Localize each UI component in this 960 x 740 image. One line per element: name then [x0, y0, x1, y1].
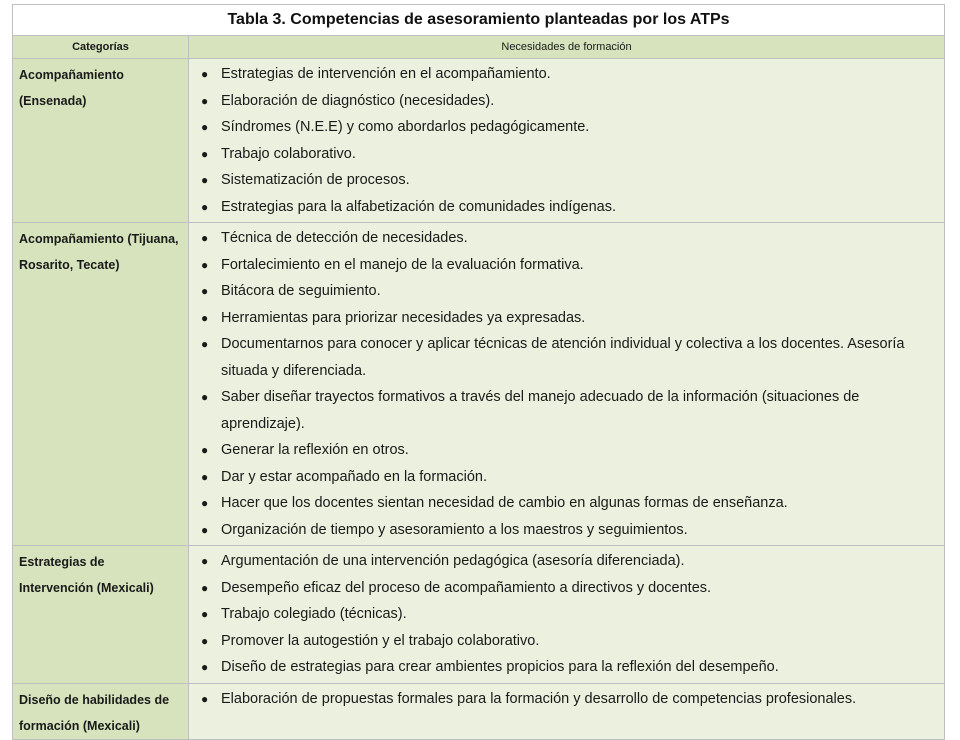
list-item: [199, 331, 936, 384]
category-cell: Diseño de habilidades de formación (Mexicali): [13, 683, 189, 739]
bullet-icon: ●: [201, 67, 209, 81]
needs-list: [199, 686, 936, 713]
list-item: [199, 61, 936, 88]
bullet-icon: ●: [201, 93, 209, 108]
table-title-row: [13, 5, 945, 36]
need-text: Documentarnos para conocer y aplicar técnicas de atención individual y colectiva a los docentes. Asesoría situada y diferenciada.: [221, 336, 905, 379]
need-text: Trabajo colegiado (técnicas).: [221, 606, 407, 622]
needs-cell: [189, 546, 945, 684]
need-text: Hacer que los docentes sientan necesidad de cambio en algunas formas de enseñanza.: [221, 495, 788, 511]
bullet-icon: ●: [201, 607, 209, 621]
bullet-icon: ●: [201, 173, 209, 187]
list-item: [199, 167, 936, 194]
list-item: [199, 686, 936, 713]
column-header-needs: Necesidades de formación: [189, 36, 945, 59]
bullet-icon: ●: [201, 443, 209, 457]
need-text: Técnica de detección de necesidades.: [221, 230, 468, 246]
need-text: Dar y estar acompañado en la formación.: [221, 468, 487, 485]
needs-cell: [189, 223, 945, 546]
need-text: Sistematización de procesos.: [221, 172, 410, 188]
table-row: [13, 59, 945, 223]
bullet-icon: ●: [201, 284, 209, 298]
list-item: [199, 88, 936, 115]
bullet-icon: ●: [201, 496, 209, 510]
bullet-icon: ●: [201, 469, 209, 484]
need-text: Promover la autogestión y el trabajo colaborativo.: [221, 632, 540, 649]
list-item: [199, 141, 936, 168]
category-cell: Acompañamiento (Ensenada): [13, 59, 189, 223]
list-item: [199, 437, 936, 464]
list-item: [199, 114, 936, 141]
need-text: Bitácora de seguimiento.: [221, 283, 381, 299]
list-item: [199, 464, 936, 491]
bullet-icon: ●: [201, 231, 209, 245]
bullet-icon: ●: [201, 633, 209, 648]
list-item: [199, 575, 936, 602]
bullet-icon: ●: [201, 120, 209, 134]
need-text: Generar la reflexión en otros.: [221, 442, 409, 458]
list-item: [199, 548, 936, 575]
needs-cell: [189, 59, 945, 223]
list-item: [199, 628, 936, 655]
bullet-icon: ●: [201, 660, 209, 674]
category-cell: Estrategias de Intervención (Mexicali): [13, 546, 189, 684]
need-text: Saber diseñar trayectos formativos a través del manejo adecuado de la información (situaciones de aprendizaje).: [221, 389, 860, 432]
need-text: Diseño de estrategias para crear ambientes propicios para la reflexión del desempeño.: [221, 659, 779, 675]
list-item: [199, 194, 936, 221]
needs-list: [199, 225, 936, 543]
needs-cell: [189, 683, 945, 739]
table-row: [13, 223, 945, 546]
list-item: [199, 278, 936, 305]
table-row: [13, 683, 945, 739]
need-text: Elaboración de propuestas formales para la formación y desarrollo de competencias profesionales.: [221, 690, 857, 707]
needs-list: [199, 61, 936, 220]
list-item: [199, 490, 936, 517]
bullet-icon: ●: [201, 691, 209, 706]
bullet-icon: ●: [201, 257, 209, 272]
need-text: Desempeño eficaz del proceso de acompañamiento a directivos y docentes.: [221, 579, 712, 596]
list-item: [199, 384, 936, 437]
need-text: Elaboración de diagnóstico (necesidades).: [221, 92, 495, 109]
need-text: Estrategias de intervención en el acompañamiento.: [221, 66, 551, 82]
needs-list: [199, 548, 936, 681]
list-item: [199, 225, 936, 252]
table-row: [13, 546, 945, 684]
list-item: [199, 517, 936, 544]
table-header-row: [13, 36, 945, 59]
bullet-icon: ●: [201, 337, 209, 351]
column-header-categories: Categorías: [13, 36, 189, 59]
bullet-icon: ●: [201, 522, 209, 537]
bullet-icon: ●: [201, 199, 209, 214]
bullet-icon: ●: [201, 146, 209, 161]
bullet-icon: ●: [201, 390, 209, 404]
category-cell: Acompañamiento (Tijuana, Rosarito, Tecate): [13, 223, 189, 546]
competencies-table: [12, 4, 945, 740]
bullet-icon: ●: [201, 580, 209, 595]
bullet-icon: ●: [201, 554, 209, 568]
need-text: Fortalecimiento en el manejo de la evaluación formativa.: [221, 256, 584, 273]
list-item: [199, 654, 936, 681]
need-text: Herramientas para priorizar necesidades ya expresadas.: [221, 309, 586, 326]
list-item: [199, 601, 936, 628]
list-item: [199, 252, 936, 279]
need-text: Síndromes (N.E.E) y como abordarlos pedagógicamente.: [221, 119, 590, 135]
need-text: Trabajo colaborativo.: [221, 145, 356, 162]
table-title: Tabla 3. Competencias de asesoramiento planteadas por los ATPs: [13, 5, 945, 36]
need-text: Argumentación de una intervención pedagógica (asesoría diferenciada).: [221, 553, 685, 569]
list-item: [199, 305, 936, 332]
need-text: Organización de tiempo y asesoramiento a los maestros y seguimientos.: [221, 521, 688, 538]
bullet-icon: ●: [201, 310, 209, 325]
need-text: Estrategias para la alfabetización de comunidades indígenas.: [221, 198, 616, 215]
